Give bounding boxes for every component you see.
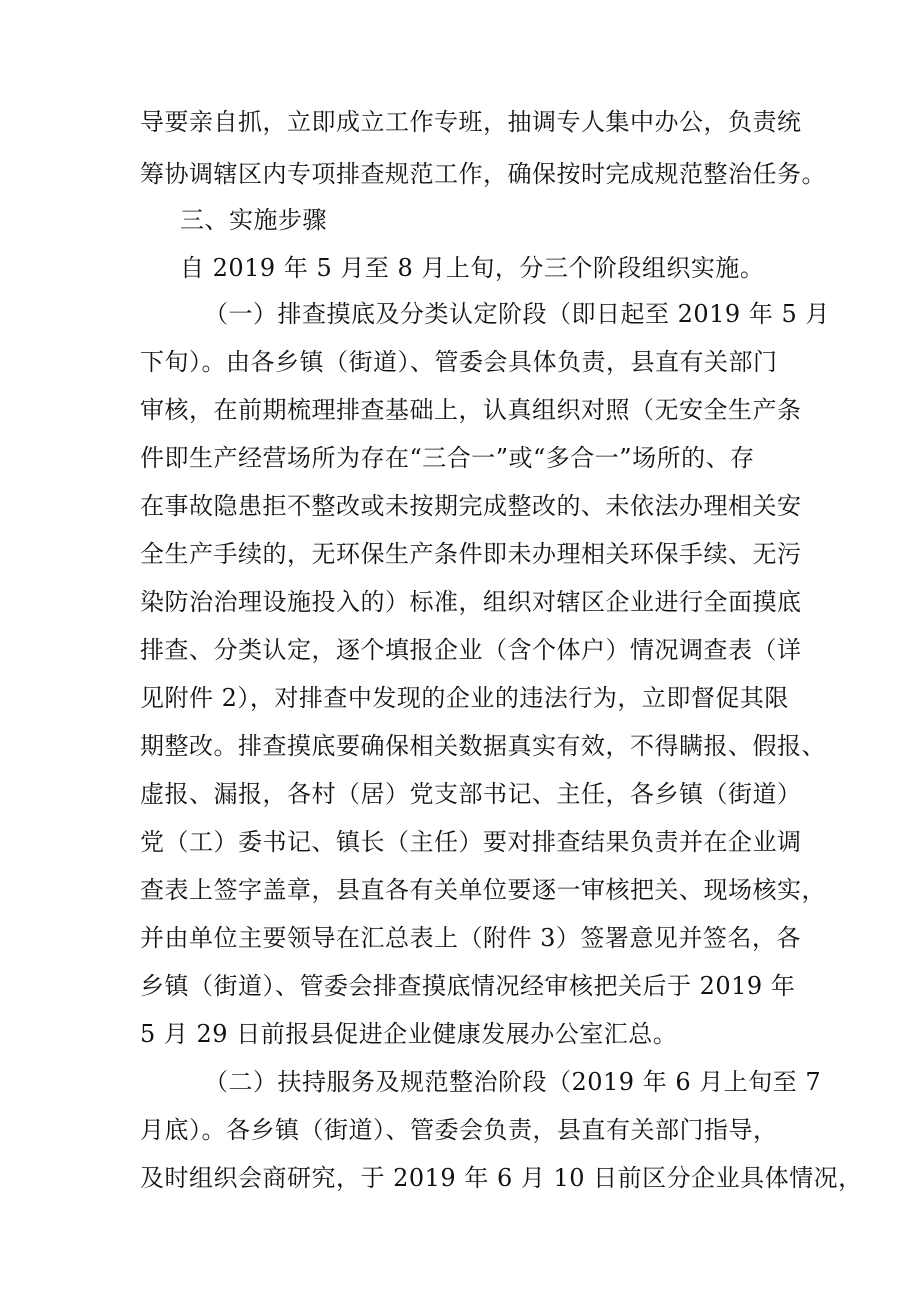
paragraph-line: 党（工）委书记、镇长（主任）要对排查结果负责并在企业调 [140, 828, 802, 856]
paragraph-line: 筹协调辖区内专项排查规范工作，确保按时完成规范整治任务。 [140, 160, 826, 188]
paragraph-line: 查表上签字盖章，县直各有关单位要逐一审核把关、现场核实， [140, 876, 826, 904]
paragraph-line: 5 月 29 日前报县促进企业健康发展办公室汇总。 [140, 1020, 678, 1048]
paragraph-line: 下旬）。由各乡镇（街道）、管委会具体负责，县直有关部门 [140, 348, 778, 376]
subsection-heading: （一）排查摸底及分类认定阶段（即日起至 2019 年 5 月 [204, 300, 830, 328]
paragraph-line: 导要亲自抓，立即成立工作专班，抽调专人集中办公，负责统 [140, 108, 802, 136]
paragraph-line: 虚报、漏报，各村（居）党支部书记、主任，各乡镇（街道） [140, 780, 802, 808]
paragraph-line: 自 2019 年 5 月至 8 月上旬，分三个阶段组织实施。 [180, 254, 765, 282]
paragraph-line: 并由单位主要领导在汇总表上（附件 3）签署意见并签名，各 [140, 924, 801, 952]
section-heading: 三、实施步骤 [180, 206, 327, 234]
paragraph-line: 在事故隐患拒不整改或未按期完成整改的、未依法办理相关安 [140, 492, 802, 520]
paragraph-line: 全生产手续的，无环保生产条件即未办理相关环保手续、无污 [140, 540, 802, 568]
paragraph-line: 审核，在前期梳理排查基础上，认真组织对照（无安全生产条 [140, 396, 802, 424]
paragraph-line: 见附件 2），对排查中发现的企业的违法行为，立即督促其限 [140, 684, 789, 712]
paragraph-line: 染防治治理设施投入的）标准，组织对辖区企业进行全面摸底 [140, 588, 802, 616]
paragraph-line: 排查、分类认定，逐个填报企业（含个体户）情况调查表（详 [140, 636, 802, 664]
subsection-heading: （二）扶持服务及规范整治阶段（2019 年 6 月上旬至 7 [204, 1068, 822, 1096]
paragraph-line: 件即生产经营场所为存在“三合一”或“多合一”场所的、存 [140, 444, 755, 472]
paragraph-line: 月底）。各乡镇（街道）、管委会负责，县直有关部门指导， [140, 1116, 778, 1144]
paragraph-line: 乡镇（街道）、管委会排查摸底情况经审核把关后于 2019 年 [140, 972, 796, 1000]
paragraph-line: 及时组织会商研究，于 2019 年 6 月 10 日前区分企业具体情况， [140, 1164, 863, 1192]
paragraph-line: 期整改。排查摸底要确保相关数据真实有效，不得瞒报、假报、 [140, 732, 826, 760]
